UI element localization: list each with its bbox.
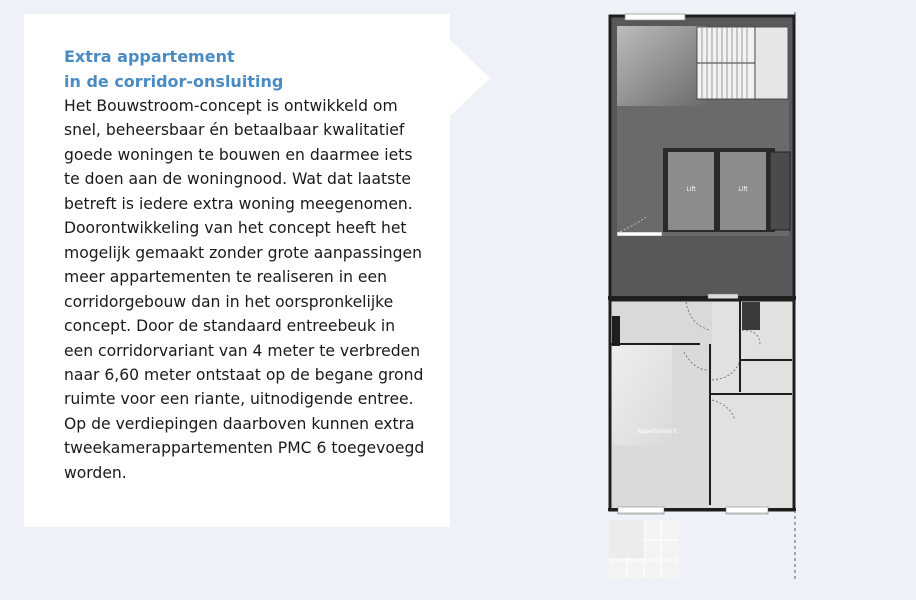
body-line: naar 6,60 meter ontstaat op de begane grond	[64, 365, 424, 384]
entrance-door	[618, 507, 664, 513]
stair-icon	[697, 27, 788, 99]
article-title	[64, 45, 434, 94]
body-line: betreft is iedere extra woning meegenomen.	[64, 194, 413, 213]
terrace	[609, 520, 679, 578]
body-line: een corridorvariant van 4 meter te verbreden	[64, 341, 421, 360]
body-line: snel, beheersbaar én betaalbaar kwalitatief	[64, 121, 405, 140]
window-top	[625, 14, 685, 20]
body-line: te doen aan de woningnood. Wat dat laatste	[64, 170, 411, 189]
card-pointer-arrow	[450, 40, 490, 116]
body-line: Doorontwikkeling van het concept heeft het	[64, 219, 407, 238]
body-line: tweekamerappartementen PMC 6 toegevoegd	[64, 439, 425, 458]
article-title-line-1: Extra appartement	[64, 47, 235, 66]
balcony-door	[726, 507, 768, 513]
body-line: Op de verdiepingen daarboven kunnen extra	[64, 414, 415, 433]
pillar	[612, 316, 620, 346]
article-body	[64, 94, 434, 485]
body-line: goede woningen te bouwen en daarmee iets	[64, 145, 413, 164]
article-title-line-2: in de corridor-onsluiting	[64, 71, 284, 91]
body-line: mogelijk gemaakt zonder grote aanpassingen	[64, 243, 423, 262]
daylight-shade	[617, 26, 707, 106]
body-line: Het Bouwstroom-concept is ontwikkeld om	[64, 97, 398, 115]
text-card	[24, 14, 450, 527]
body-line: corridorgebouw dan in het oorspronkelijke	[64, 292, 394, 311]
door-corridor	[617, 232, 662, 236]
body-line: worden.	[64, 463, 127, 482]
shaft	[770, 152, 790, 230]
floor-plan	[600, 10, 810, 590]
lift-left-label: Lift	[686, 186, 696, 193]
body-line: concept. Door de standaard entreebeuk in	[64, 317, 396, 336]
lift-right-label: Lift	[738, 186, 748, 193]
meter-cupboard	[742, 302, 760, 330]
body-line: meer appartementen te realiseren in een	[64, 268, 387, 287]
apartment-label: Appartement	[637, 428, 677, 435]
body-line: ruimte voor een riante, uitnodigende entree.	[64, 390, 414, 409]
